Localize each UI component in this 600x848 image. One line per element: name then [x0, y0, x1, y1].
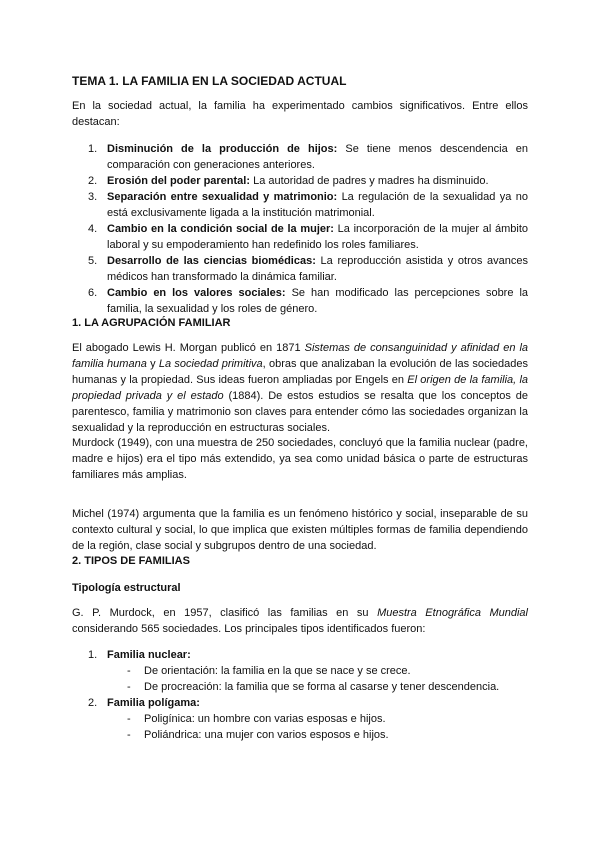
list-number: 4. [88, 223, 98, 235]
sub-item [72, 663, 528, 679]
text: y [146, 358, 159, 370]
section-heading: 1. LA AGRUPACIÓN FAMILIAR [72, 317, 231, 329]
subheading: Tipología estructural [72, 582, 181, 594]
sub-text: De procreación: la familia que se forma al casarse y tener descendencia. [144, 681, 500, 693]
intro-paragraph: En la sociedad actual, la familia ha experimentado cambios significativos. Entre ellos destacan: [72, 100, 528, 128]
murdock-1957-paragraph [72, 605, 528, 637]
text: , obras que analizaban la evolución de las sociedades humanas y la propiedad. Sus ideas fueron ampliadas por Engels en [72, 358, 529, 386]
murdock-paragraph: Murdock (1949), con una muestra de 250 sociedades, concluyó que la familia nuclear (padre, madre e hijos) era el tipo más extendido, ya sea como unidad básica o parte de estructuras familiares más amplias. [72, 437, 528, 481]
morgan-paragraph [72, 340, 528, 436]
list-number: 1. [88, 143, 98, 155]
list-item [72, 173, 528, 189]
dash-bullet: - [127, 665, 131, 677]
text: G. P. Murdock, en 1957, clasificó las familias en su [72, 607, 378, 619]
list-item [72, 189, 528, 221]
sub-text: Poliándrica: una mujer con varios esposos e hijos. [144, 729, 389, 741]
book-title: La sociedad primitiva [158, 358, 263, 370]
book-title: Muestra Etnográfica Mundial [377, 607, 528, 619]
list-term: Desarrollo de las ciencias biomédicas: [107, 255, 316, 267]
book-title: El origen de la familia, la propiedad privada y el estado [72, 374, 529, 402]
list-text: La reproducción asistida y otros avances médicos han transformado la dinámica familiar. [107, 255, 529, 283]
list-number: 1. [88, 649, 98, 661]
text: (1884). De estos estudios se resalta que los conceptos de parentesco, familia y matrimonio son claves para entender cómo las sociedades organizan la sexualidad y la reproducción en estructuras sociales. [72, 390, 528, 434]
list-item [72, 141, 528, 173]
sub-item [72, 679, 528, 695]
list-number: 2. [88, 697, 98, 709]
sub-text: Poligínica: un hombre con varias esposas e hijos. [144, 713, 386, 725]
list-text: Se han modificado las percepciones sobre la familia, la sexualidad y los roles de género. [107, 287, 529, 315]
changes-list [72, 141, 528, 317]
list-item [72, 285, 528, 317]
types-list [72, 647, 528, 743]
list-text: La autoridad de padres y madres ha disminuido. [250, 175, 489, 187]
list-text: La incorporación de la mujer al ámbito laboral y su empoderamiento han redefinido los roles familiares. [107, 223, 529, 251]
text: El abogado Lewis H. Morgan publicó en 1871 [72, 342, 305, 354]
michel-paragraph: Michel (1974) argumenta que la familia es un fenómeno histórico y social, inseparable de su contexto cultural y social, lo que implica que existen múltiples formas de familia dependiendo de la región, clase social y subgrupos dentro de una sociedad. [72, 508, 528, 552]
sub-item [72, 727, 528, 743]
list-number: 3. [88, 191, 98, 203]
list-number: 5. [88, 255, 98, 267]
dash-bullet: - [127, 729, 131, 741]
sub-item [72, 711, 528, 727]
list-text: La regulación de la sexualidad ya no está exclusivamente ligada a la institución matrimonial. [107, 191, 528, 219]
book-title: Sistemas de consanguinidad y afinidad en la familia humana [72, 342, 529, 370]
section-heading: 2. TIPOS DE FAMILIAS [72, 555, 190, 567]
list-item [72, 647, 528, 663]
dash-bullet: - [127, 681, 131, 693]
list-term: Cambio en los valores sociales: [107, 287, 286, 299]
dash-bullet: - [127, 713, 131, 725]
list-term: Cambio en la condición social de la mujer: [107, 223, 334, 235]
page-title: TEMA 1. LA FAMILIA EN LA SOCIEDAD ACTUAL [72, 74, 347, 88]
list-term: Disminución de la producción de hijos: [107, 143, 338, 155]
list-term: Familia nuclear: [107, 649, 191, 661]
list-item [72, 221, 528, 253]
list-number: 6. [88, 287, 98, 299]
list-text: Se tiene menos descendencia en comparación con generaciones anteriores. [107, 143, 528, 171]
text: considerando 565 sociedades. Los principales tipos identificados fueron: [72, 623, 426, 635]
sub-text: De orientación: la familia en la que se nace y se crece. [144, 665, 411, 677]
list-term: Separación entre sexualidad y matrimonio: [107, 191, 338, 203]
list-term: Familia polígama: [107, 697, 200, 709]
list-item [72, 253, 528, 285]
list-number: 2. [88, 175, 98, 187]
list-item [72, 695, 528, 711]
list-term: Erosión del poder parental: [107, 175, 251, 187]
